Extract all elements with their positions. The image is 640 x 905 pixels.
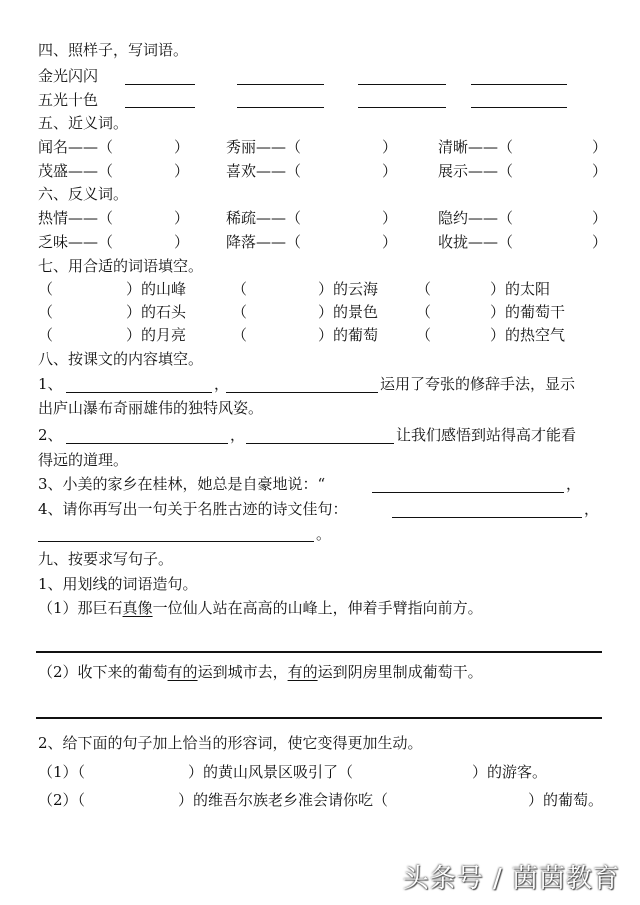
answer-blank[interactable] [237, 84, 324, 85]
answer-blank[interactable] [358, 107, 446, 108]
answer-blank[interactable] [226, 392, 378, 393]
antonym-item: 稀疏——（ [226, 209, 302, 227]
synonym-item: 喜欢——（ [226, 162, 302, 180]
answer-blank[interactable] [66, 443, 228, 444]
fill-item: ）的葡萄 [318, 326, 379, 344]
synonym-item: 清晰——（ [438, 138, 514, 156]
fill-item: ）的山峰 [126, 280, 187, 298]
section-4-heading: 四、照样子，写词语。 [38, 41, 189, 59]
fill-item: ）的云海 [318, 280, 379, 298]
answer-blank[interactable] [246, 443, 394, 444]
answer-blank[interactable] [471, 107, 567, 108]
sentence-2: （2）收下来的葡萄有的运到城市去，有的运到阴房里制成葡萄干。 [38, 663, 483, 681]
watermark: 头条号 / 茵茵教育 [402, 864, 620, 894]
synonym-item: 展示——（ [438, 162, 514, 180]
fill-item: ）的热空气 [490, 326, 566, 344]
example-word-1: 金光闪闪 [38, 67, 99, 85]
section-5-heading: 五、近义词。 [38, 114, 129, 132]
synonym-item: 茂盛——（ [38, 162, 114, 180]
fill-item: ）的石头 [126, 303, 187, 321]
antonym-item: 隐约——（ [438, 209, 514, 227]
antonym-item: 收拢——（ [438, 233, 514, 251]
fill-item: ）的太阳 [490, 280, 551, 298]
answer-blank[interactable] [237, 107, 324, 108]
fill-item: ）的景色 [318, 303, 379, 321]
answer-blank[interactable] [38, 541, 314, 542]
sentence-1: （1）那巨石真像一位仙人站在高高的山峰上，伸着手臂指向前方。 [38, 599, 483, 617]
answer-blank[interactable] [372, 492, 564, 493]
answer-blank[interactable] [471, 84, 567, 85]
answer-blank[interactable] [125, 84, 195, 85]
antonym-item: 乏味——（ [38, 233, 114, 251]
fill-item: ）的葡萄干 [490, 303, 566, 321]
section-6-heading: 六、反义词。 [38, 185, 129, 203]
writing-line[interactable] [36, 651, 602, 653]
section-8-heading: 八、按课文的内容填空。 [38, 350, 204, 368]
section-9-heading: 九、按要求写句子。 [38, 550, 174, 568]
synonym-item: 闻名——（ [38, 138, 114, 156]
answer-blank[interactable] [66, 392, 212, 393]
fill-item: ）的月亮 [126, 326, 187, 344]
section-7-heading: 七、用合适的词语填空。 [38, 257, 204, 275]
worksheet-page: 四、照样子，写词语。 金光闪闪 五光十色 五、近义词。 闻名——（ ） 秀丽——（ ） 清晰——（ ） 茂盛——（ ） 喜欢——（ ） 展示——（ ） 六、反义词。 热情——（ ） 稀疏——（ ） 隐约——（ ） 乏味——（ ） 降落——（ ） 收拢——（ ） 七、用合适的词语填空。 （ ）的山峰 （ ）的云海 （ ）的太阳 （ ）的石头 （ ）的景色 （ ）的葡萄干 （ ）的月亮 （ ）的葡萄 （ ）的热空气 八、按课文的内容填空。 1、 ， 运用了夸张的修辞手法，显示 出庐山瀑布奇丽雄伟的独特风姿。 2、 ， 让我们感悟到站得高才能看 得远的道理。 3、小美的家乡在桂林，她总是自豪地说：“ ， 4、请你再写出一句关于名胜古迹的诗文佳句： ， 。 九、按要求写句子。 1、用划线的词语造句。 （1）那巨石真像一位仙人站在高高的山峰上，伸着手臂指向前方。 （2）收下来的葡萄有的运到城市去，有的运到阴房里制成葡萄干。 2、给下面的句子加上恰当的形容词，使它变得更加生动。 （1）（ ）的黄山风景区吸引了（ ）的游客。 （2）（ ）的维吾尔族老乡准会请你吃（ ）的葡萄。 头条号 / 茵茵教育 [38, 41, 620, 894]
synonym-item: 秀丽——（ [226, 138, 302, 156]
antonym-item: 热情——（ [38, 209, 114, 227]
answer-blank[interactable] [392, 517, 582, 518]
writing-line[interactable] [36, 717, 602, 719]
antonym-item: 降落——（ [226, 233, 302, 251]
answer-blank[interactable] [358, 84, 446, 85]
answer-blank[interactable] [125, 107, 195, 108]
example-word-2: 五光十色 [38, 91, 99, 109]
